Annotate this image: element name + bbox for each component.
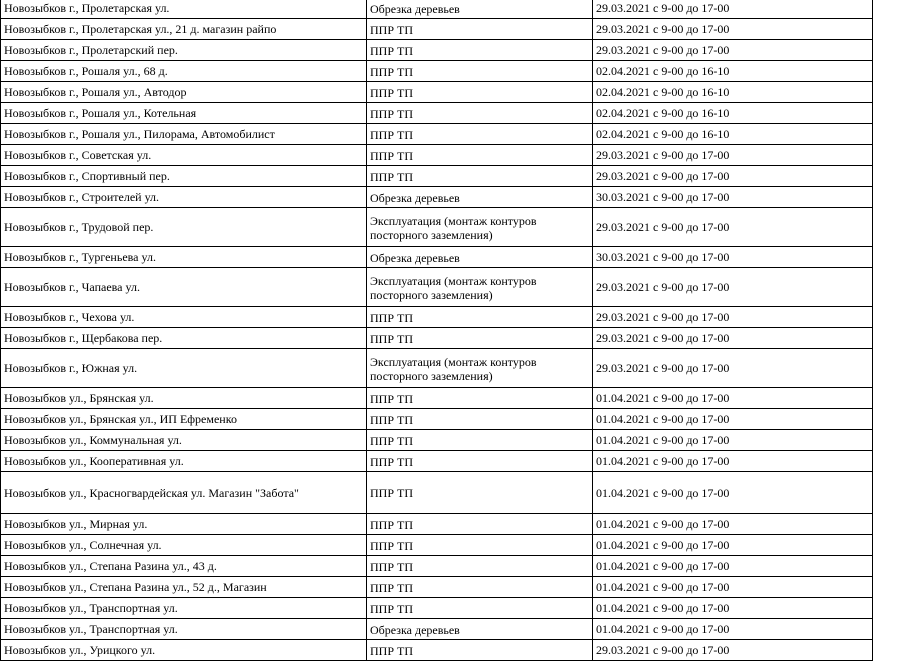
outage-time-cell: 29.03.2021 с 9-00 до 17-00 (593, 145, 873, 166)
address-cell: Новозыбков г., Строителей ул. (1, 187, 367, 208)
address-cell: Новозыбков г., Пролетарская ул. (1, 0, 367, 19)
address-cell: Новозыбков г., Чапаева ул. (1, 268, 367, 307)
outage-time-cell: 30.03.2021 с 9-00 до 17-00 (593, 247, 873, 268)
address-cell: Новозыбков г., Тургеньева ул. (1, 247, 367, 268)
outage-time-cell: 29.03.2021 с 9-00 до 17-00 (593, 19, 873, 40)
outage-time-cell: 01.04.2021 с 9-00 до 17-00 (593, 409, 873, 430)
table-row (1, 328, 873, 349)
outage-time-cell: 02.04.2021 с 9-00 до 16-10 (593, 103, 873, 124)
address-cell: Новозыбков г., Советская ул. (1, 145, 367, 166)
outage-time-cell: 02.04.2021 с 9-00 до 16-10 (593, 124, 873, 145)
work-type-cell: ППР ТП (367, 430, 593, 451)
outage-time-cell: 01.04.2021 с 9-00 до 17-00 (593, 556, 873, 577)
outage-time-cell: 01.04.2021 с 9-00 до 17-00 (593, 535, 873, 556)
table-row (1, 472, 873, 514)
table-row (1, 451, 873, 472)
outage-time-cell: 30.03.2021 с 9-00 до 17-00 (593, 187, 873, 208)
work-type-cell: ППР ТП (367, 166, 593, 187)
outage-time-cell: 02.04.2021 с 9-00 до 16-10 (593, 82, 873, 103)
work-type-cell: ППР ТП (367, 61, 593, 82)
address-cell: Новозыбков ул., Степана Разина ул., 43 д. (1, 556, 367, 577)
outage-time-cell: 29.03.2021 с 9-00 до 17-00 (593, 307, 873, 328)
table-row (1, 208, 873, 247)
table-row (1, 619, 873, 640)
address-cell: Новозыбков ул., Степана Разина ул., 52 д., Магазин (1, 577, 367, 598)
table-row (1, 124, 873, 145)
work-type-cell: ППР ТП (367, 124, 593, 145)
outage-time-cell: 01.04.2021 с 9-00 до 17-00 (593, 388, 873, 409)
work-type-cell: ППР ТП (367, 535, 593, 556)
work-type-cell: ППР ТП (367, 472, 593, 514)
work-type-cell: ППР ТП (367, 409, 593, 430)
work-type-cell: ППР ТП (367, 82, 593, 103)
outage-time-cell: 01.04.2021 с 9-00 до 17-00 (593, 577, 873, 598)
address-cell: Новозыбков г., Рошаля ул., Котельная (1, 103, 367, 124)
table-row (1, 556, 873, 577)
address-cell: Новозыбков ул., Солнечная ул. (1, 535, 367, 556)
work-type-cell: ППР ТП (367, 598, 593, 619)
work-type-cell: ППР ТП (367, 577, 593, 598)
work-type-cell: ППР ТП (367, 556, 593, 577)
table-row (1, 103, 873, 124)
address-cell: Новозыбков г., Пролетарская ул., 21 д. магазин райпо (1, 19, 367, 40)
table-row (1, 82, 873, 103)
outage-time-cell: 29.03.2021 с 9-00 до 17-00 (593, 0, 873, 19)
outage-time-cell: 29.03.2021 с 9-00 до 17-00 (593, 640, 873, 661)
address-cell: Новозыбков ул., Брянская ул., ИП Ефременко (1, 409, 367, 430)
table-row (1, 166, 873, 187)
address-cell: Новозыбков ул., Красногвардейская ул. Магазин "Забота" (1, 472, 367, 514)
work-type-cell: ППР ТП (367, 328, 593, 349)
table-row (1, 388, 873, 409)
outage-time-cell: 29.03.2021 с 9-00 до 17-00 (593, 40, 873, 61)
work-type-cell: ППР ТП (367, 307, 593, 328)
outage-time-cell: 01.04.2021 с 9-00 до 17-00 (593, 451, 873, 472)
address-cell: Новозыбков г., Пролетарский пер. (1, 40, 367, 61)
table-row (1, 145, 873, 166)
table-row (1, 268, 873, 307)
address-cell: Новозыбков г., Спортивный пер. (1, 166, 367, 187)
table-row (1, 19, 873, 40)
address-cell: Новозыбков г., Чехова ул. (1, 307, 367, 328)
address-cell: Новозыбков г., Рошаля ул., Пилорама, Автомобилист (1, 124, 367, 145)
work-type-cell: ППР ТП (367, 19, 593, 40)
address-cell: Новозыбков ул., Кооперативная ул. (1, 451, 367, 472)
outage-time-cell: 01.04.2021 с 9-00 до 17-00 (593, 619, 873, 640)
address-cell: Новозыбков г., Щербакова пер. (1, 328, 367, 349)
table-row (1, 61, 873, 82)
address-cell: Новозыбков г., Рошаля ул., 68 д. (1, 61, 367, 82)
work-type-cell: ППР ТП (367, 40, 593, 61)
work-type-cell: ППР ТП (367, 640, 593, 661)
table-row (1, 535, 873, 556)
address-cell: Новозыбков г., Южная ул. (1, 349, 367, 388)
work-type-cell: Обрезка деревьев (367, 187, 593, 208)
work-type-cell: ППР ТП (367, 145, 593, 166)
table-row (1, 247, 873, 268)
address-cell: Новозыбков г., Рошаля ул., Автодор (1, 82, 367, 103)
work-type-cell: ППР ТП (367, 103, 593, 124)
address-cell: Новозыбков ул., Коммунальная ул. (1, 430, 367, 451)
work-type-cell: Обрезка деревьев (367, 619, 593, 640)
address-cell: Новозыбков г., Трудовой пер. (1, 208, 367, 247)
table-row (1, 187, 873, 208)
table-row (1, 307, 873, 328)
work-type-cell: Обрезка деревьев (367, 247, 593, 268)
address-cell: Новозыбков ул., Мирная ул. (1, 514, 367, 535)
table-row (1, 409, 873, 430)
outage-time-cell: 01.04.2021 с 9-00 до 17-00 (593, 514, 873, 535)
outage-time-cell: 01.04.2021 с 9-00 до 17-00 (593, 472, 873, 514)
work-type-cell: ППР ТП (367, 514, 593, 535)
outage-time-cell: 29.03.2021 с 9-00 до 17-00 (593, 166, 873, 187)
address-cell: Новозыбков ул., Урицкого ул. (1, 640, 367, 661)
table-row (1, 430, 873, 451)
work-type-cell: Эксплуатация (монтаж контуров посторного заземления) (367, 349, 593, 388)
work-type-cell: Эксплуатация (монтаж контуров посторного заземления) (367, 268, 593, 307)
work-type-cell: ППР ТП (367, 388, 593, 409)
outage-time-cell: 01.04.2021 с 9-00 до 17-00 (593, 430, 873, 451)
table-row (1, 598, 873, 619)
table-row (1, 349, 873, 388)
address-cell: Новозыбков ул., Брянская ул. (1, 388, 367, 409)
address-cell: Новозыбков ул., Транспортная ул. (1, 619, 367, 640)
outage-time-cell: 29.03.2021 с 9-00 до 17-00 (593, 349, 873, 388)
table-row (1, 514, 873, 535)
outage-time-cell: 01.04.2021 с 9-00 до 17-00 (593, 598, 873, 619)
table-row (1, 0, 873, 19)
work-type-cell: ППР ТП (367, 451, 593, 472)
outage-time-cell: 29.03.2021 с 9-00 до 17-00 (593, 328, 873, 349)
work-type-cell: Эксплуатация (монтаж контуров посторного заземления) (367, 208, 593, 247)
table-row (1, 577, 873, 598)
outage-time-cell: 29.03.2021 с 9-00 до 17-00 (593, 268, 873, 307)
work-type-cell: Обрезка деревьев (367, 0, 593, 19)
outage-time-cell: 29.03.2021 с 9-00 до 17-00 (593, 208, 873, 247)
table-row (1, 640, 873, 661)
table-row (1, 40, 873, 61)
outage-time-cell: 02.04.2021 с 9-00 до 16-10 (593, 61, 873, 82)
address-cell: Новозыбков ул., Транспортная ул. (1, 598, 367, 619)
